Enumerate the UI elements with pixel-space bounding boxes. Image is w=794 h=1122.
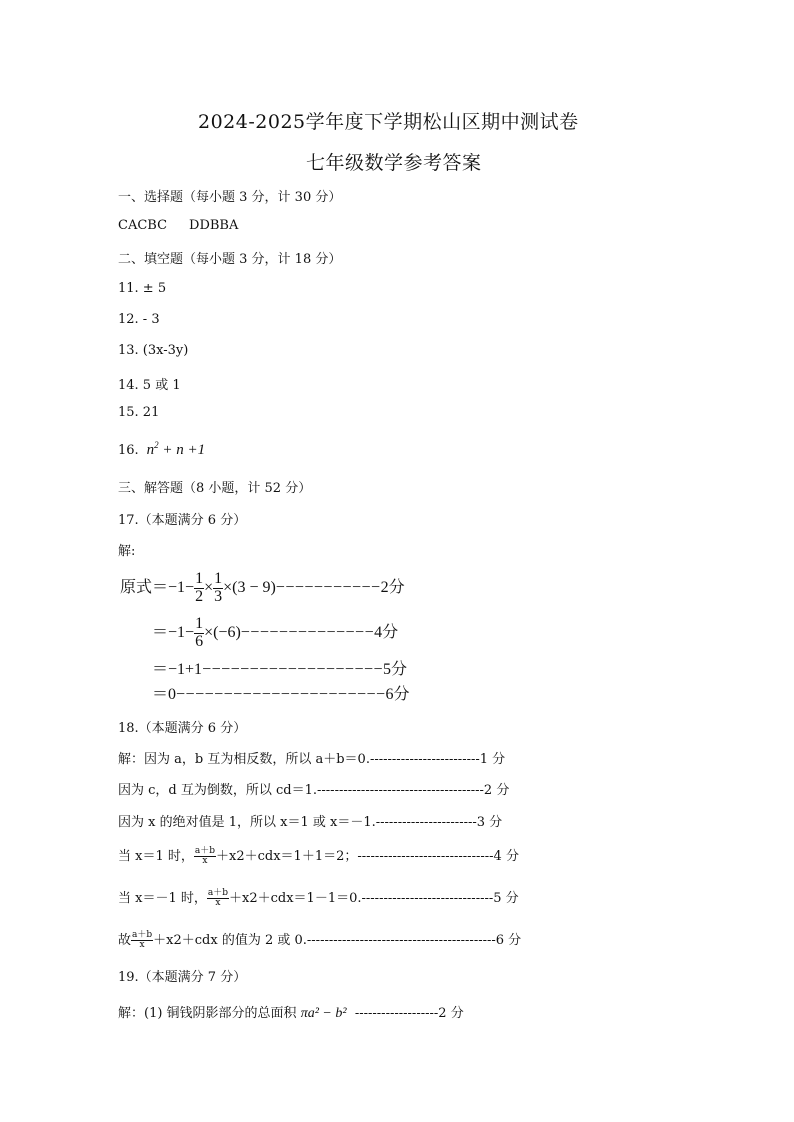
answer-11: 11. ± 5 <box>118 281 167 296</box>
q18-line-3: 因为 x 的绝对值是 1，所以 x＝1 或 x＝－1.-----------------------3 分 <box>118 815 503 830</box>
q18-line-5: 当 x＝－1 时， $\frac{a+b}{x}$ ＋x2＋cdx＝1－1＝0.------------------------------5 分 <box>118 888 519 908</box>
answer-16-expression: $n^2 + n +1$ <box>142 440 206 458</box>
page-title: 2024-2025学年度下学期松山区期中测试卷 <box>198 111 579 133</box>
q17-score-4: 4分 <box>374 623 399 641</box>
q18-line-4: 当 x＝1 时， $\frac{a+b}{x}$ ＋x2＋cdx＝1＋1＝2；-------------------------------4 分 <box>118 846 519 866</box>
q17-score-6: 6分 <box>385 686 410 703</box>
q19-heading: 19.（本题满分 7 分） <box>118 970 247 985</box>
q17-row-1: 原式＝−1− $\frac{1}{2}$ × $\frac{1}{3}$ ×(3 − 9)−−−−−−−−−−−2分 <box>120 570 405 605</box>
fraction-one-half: $\frac{1}{2}$ <box>195 570 204 605</box>
answer-12: 12. - 3 <box>118 312 160 327</box>
q18-line-2: 因为 c，d 互为倒数，所以 cd＝1.--------------------------------------2 分 <box>118 783 510 798</box>
q17-row-4: ＝0−−−−−−−−−−−−−−−−−−−−−−6分 <box>152 686 410 703</box>
q18-line-1: 解：因为 a，b 互为相反数，所以 a＋b＝0.-------------------------1 分 <box>118 752 506 767</box>
q18-heading: 18.（本题满分 6 分） <box>118 721 247 736</box>
fraction-a-plus-b-over-x: $\frac{a+b}{x}$ <box>194 846 216 866</box>
answer-15: 15. 21 <box>118 405 160 420</box>
q17-row-2: ＝−1− $\frac{1}{6}$ ×(−6)−−−−−−−−−−−−−−4分 <box>152 615 399 650</box>
answer-16 <box>118 440 205 459</box>
choice-answers-6-10: DDBBA <box>189 218 239 233</box>
choice-answers-1-5: CACBC <box>118 218 168 233</box>
q19-area-expression: πa² − b² <box>300 1006 347 1021</box>
section3-heading: 三、解答题（8 小题，计 52 分） <box>118 481 312 496</box>
q19-line-1: 解：(1) 铜钱阴影部分的总面积 πa² − b² -------------------2 分 <box>118 1006 464 1021</box>
q17-score-2: 2分 <box>380 578 405 596</box>
choice-answers <box>118 218 238 233</box>
answer-14: 14. 5 或 1 <box>118 378 181 393</box>
section2-heading: 二、填空题（每小题 3 分，计 18 分） <box>118 252 342 267</box>
q17-score-5: 5分 <box>383 661 408 678</box>
section1-heading: 一、选择题（每小题 3 分，计 30 分） <box>118 190 342 205</box>
q17-heading: 17.（本题满分 6 分） <box>118 513 247 528</box>
fraction-one-sixth: $\frac{1}{6}$ <box>195 615 204 650</box>
page-subtitle: 七年级数学参考答案 <box>306 152 482 174</box>
q18-line-6: 故 $\frac{a+b}{x}$ ＋x2＋cdx 的值为 2 或 0.-------------------------------------------6 分 <box>118 930 522 950</box>
q17-row-3: ＝−1+1−−−−−−−−−−−−−−−−−−−5分 <box>152 661 408 678</box>
answer-13: 13. (3x-3y) <box>118 343 189 358</box>
fraction-one-third: $\frac{1}{3}$ <box>214 570 223 605</box>
q17-solution-label: 解: <box>118 544 136 559</box>
answer-16-label: 16. <box>118 443 139 458</box>
fraction-a-plus-b-over-x: $\frac{a+b}{x}$ <box>132 930 153 950</box>
fraction-a-plus-b-over-x: $\frac{a+b}{x}$ <box>207 888 229 908</box>
